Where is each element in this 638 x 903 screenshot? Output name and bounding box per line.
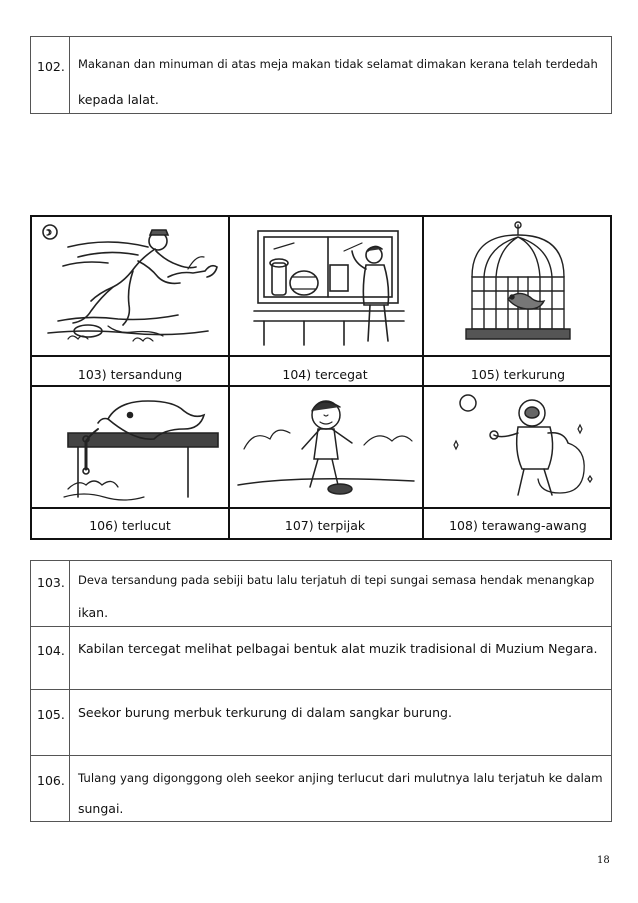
boy-stepping-illustration [234,389,418,503]
boy-at-museum-display-illustration [234,221,418,351]
caption-104: 104) tercegat [282,367,368,382]
bird-in-cage-illustration [428,221,608,351]
sentence-line-2: sungai. [78,801,124,816]
caption-108: 108) terawang-awang [449,518,587,533]
sentence-line-1: Tulang yang digonggong oleh seekor anjing terlucut dari mulutnya lalu terjatuh ke dalam [78,771,603,785]
sentence-line-2: ikan. [78,605,109,620]
astronaut-illustration [428,389,608,503]
exercise-box-102 [30,36,612,114]
caption-106: 106) terlucut [89,518,171,533]
grid-divider [32,507,610,509]
page-number: 18 [597,855,610,866]
row-divider [31,689,611,690]
dog-dropping-bone-illustration [38,389,223,503]
column-divider [69,37,70,113]
row-divider [31,755,611,756]
picture-grid [30,215,612,540]
sentence-line-1: Kabilan tercegat melihat pelbagai bentuk alat muzik tradisional di Muzium Negara. [78,641,598,656]
item-number: 103. [37,575,65,590]
item-number: 106. [37,773,65,788]
sentence-table [30,560,612,822]
caption-103: 103) tersandung [77,367,183,382]
grid-divider [32,355,610,357]
man-tripping-illustration [38,221,223,351]
sentence-line-1: Seekor burung merbuk terkurung di dalam sangkar burung. [78,705,452,720]
caption-107: 107) terpijak [284,518,366,533]
item-number: 104. [37,643,65,658]
sentence-line-2: kepada lalat. [78,92,159,107]
item-number: 102. [37,59,65,74]
sentence-line-1: Makanan dan minuman di atas meja makan tidak selamat dimakan kerana telah terdedah [78,57,598,71]
item-number: 105. [37,707,65,722]
caption-105: 105) terkurung [470,367,566,382]
grid-divider [32,385,610,387]
sentence-line-1: Deva tersandung pada sebiji batu lalu terjatuh di tepi sungai semasa hendak menangkap [78,573,595,587]
row-divider [31,626,611,627]
column-divider [69,561,70,821]
